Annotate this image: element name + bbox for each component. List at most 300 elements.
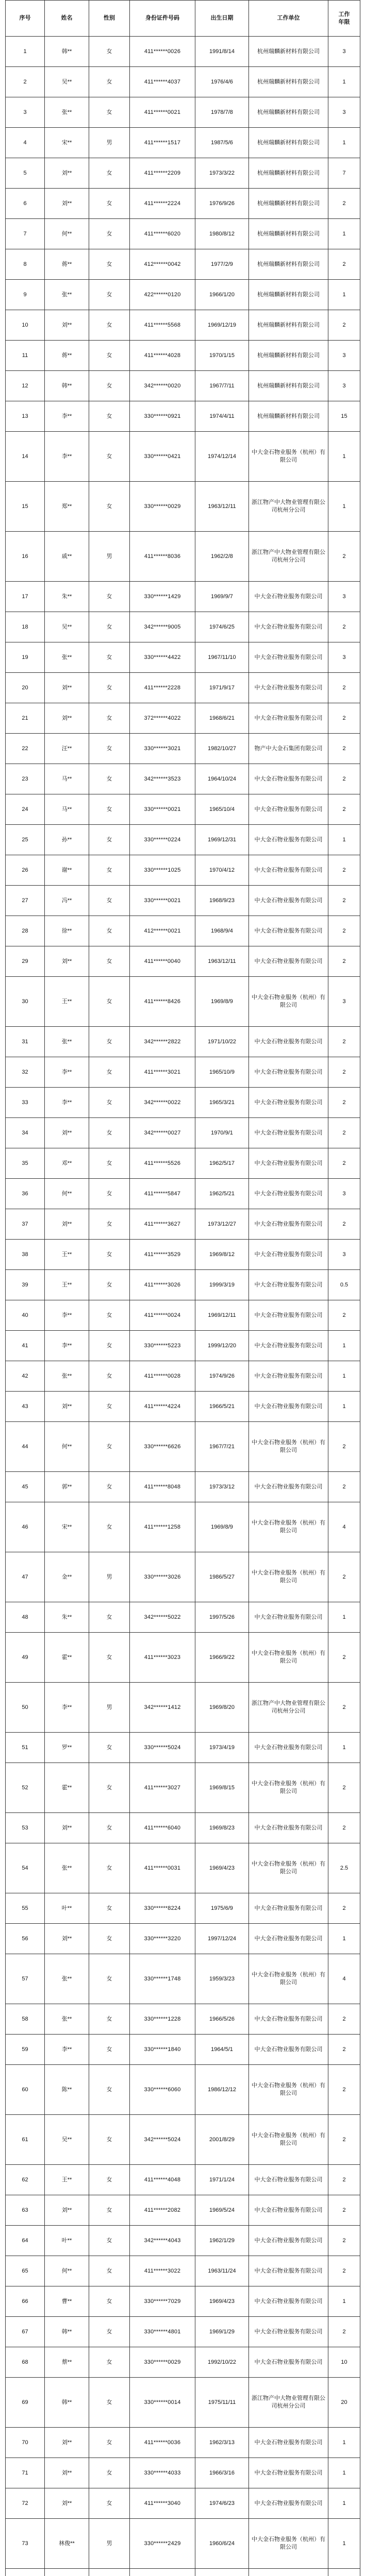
cell-gender: 女 bbox=[89, 341, 130, 371]
cell-birth-date: 1970/9/1 bbox=[195, 1118, 249, 1148]
cell-birth-date: 1973/3/12 bbox=[195, 1472, 249, 1502]
cell-name: 蔡** bbox=[45, 2347, 89, 2378]
cell-gender: 女 bbox=[89, 1209, 130, 1240]
cell-name: 戚** bbox=[45, 532, 89, 582]
cell-birth-date: 1969/8/20 bbox=[195, 1683, 249, 1733]
cell-index: 48 bbox=[6, 1602, 45, 1633]
cell-index: 4 bbox=[6, 128, 45, 158]
cell-work-unit: 中大金石物业服务（杭州）有限公司 bbox=[249, 1552, 328, 1602]
cell-work-unit: 中大金石物业服务有限公司 bbox=[249, 1893, 328, 1924]
cell-gender: 女 bbox=[89, 482, 130, 532]
cell-work-unit: 中大金石物业服务（杭州）有限公司 bbox=[249, 1633, 328, 1683]
cell-index: 59 bbox=[6, 2035, 45, 2065]
table-row bbox=[6, 2035, 360, 2065]
cell-work-unit: 中大金石物业服务（杭州）有限公司 bbox=[249, 1843, 328, 1893]
cell-birth-date: 1966/5/26 bbox=[195, 2004, 249, 2035]
cell-work-years: 20 bbox=[328, 2378, 360, 2428]
cell-work-years: 7 bbox=[328, 158, 360, 189]
table-row bbox=[6, 1148, 360, 1179]
cell-id-number: 411******3040 bbox=[130, 2488, 195, 2519]
cell-id-number: 330******0224 bbox=[130, 825, 195, 855]
cell-birth-date: 1975/6/9 bbox=[195, 1893, 249, 1924]
cell-id-number: 330******0421 bbox=[130, 432, 195, 482]
cell-id-number: 411******3022 bbox=[130, 2256, 195, 2286]
personnel-table bbox=[5, 0, 360, 2576]
cell-birth-date: 1963/12/11 bbox=[195, 946, 249, 977]
cell-work-years: 1 bbox=[328, 2488, 360, 2519]
cell-gender: 女 bbox=[89, 37, 130, 67]
cell-work-unit: 浙江物产中大物业管理有限公司杭州分公司 bbox=[249, 1683, 328, 1733]
cell-gender: 女 bbox=[89, 977, 130, 1027]
cell-name: 金** bbox=[45, 1552, 89, 1602]
cell-index: 53 bbox=[6, 1813, 45, 1843]
header-work-years bbox=[328, 1, 360, 37]
cell-work-years: 2 bbox=[328, 2065, 360, 2115]
cell-birth-date: 1971/9/17 bbox=[195, 673, 249, 703]
cell-name: 朱** bbox=[45, 1602, 89, 1633]
cell-birth-date: 1965/10/4 bbox=[195, 794, 249, 825]
cell-gender: 女 bbox=[89, 1813, 130, 1843]
cell-gender: 女 bbox=[89, 2065, 130, 2115]
table-row bbox=[6, 977, 360, 1027]
cell-name: 韩** bbox=[45, 2317, 89, 2347]
header-work-years-label: 工作年限 bbox=[338, 11, 350, 25]
cell-birth-date: 1968/9/23 bbox=[195, 886, 249, 916]
table-body bbox=[6, 37, 360, 2576]
cell-work-years: 2 bbox=[328, 249, 360, 280]
table-row bbox=[6, 794, 360, 825]
cell-work-years: 1 bbox=[328, 219, 360, 249]
cell-id-number: 342******0027 bbox=[130, 1118, 195, 1148]
table-row bbox=[6, 2115, 360, 2165]
cell-id-number: 411******1517 bbox=[130, 128, 195, 158]
cell-index: 37 bbox=[6, 1209, 45, 1240]
cell-work-unit: 中大金石物业服务有限公司 bbox=[249, 2256, 328, 2286]
cell-name: 吴** bbox=[45, 2115, 89, 2165]
cell-work-unit: 中大金石物业服务有限公司 bbox=[249, 1179, 328, 1209]
cell-gender: 女 bbox=[89, 2165, 130, 2195]
cell-work-years: 4 bbox=[328, 1954, 360, 2004]
table-row bbox=[6, 2286, 360, 2317]
cell-work-unit: 杭州瑞麟新材料有限公司 bbox=[249, 37, 328, 67]
cell-name: 郭** bbox=[45, 1472, 89, 1502]
cell-birth-date: 1967/7/11 bbox=[195, 371, 249, 401]
cell-gender: 女 bbox=[89, 1924, 130, 1954]
cell-id-number: 411******5568 bbox=[130, 310, 195, 341]
cell-name: 谢** bbox=[45, 855, 89, 886]
cell-gender: 男 bbox=[89, 532, 130, 582]
cell-work-unit bbox=[249, 2569, 328, 2576]
cell-id-number: 342******4043 bbox=[130, 2226, 195, 2256]
cell-birth-date: 1969/4/23 bbox=[195, 2286, 249, 2317]
cell-work-unit: 浙江物产中大物业管理有限公司杭州分公司 bbox=[249, 532, 328, 582]
table-row bbox=[6, 2347, 360, 2378]
cell-birth-date: 1964/5/1 bbox=[195, 2035, 249, 2065]
cell-id-number: 411******2082 bbox=[130, 2195, 195, 2226]
cell-name: 刘** bbox=[45, 2428, 89, 2458]
cell-birth-date: 1974/12/14 bbox=[195, 432, 249, 482]
cell-work-years: 1 bbox=[328, 280, 360, 310]
cell-work-unit: 中大金石物业服务（杭州）有限公司 bbox=[249, 2115, 328, 2165]
cell-gender: 女 bbox=[89, 371, 130, 401]
table-row bbox=[6, 1179, 360, 1209]
cell-index: 15 bbox=[6, 482, 45, 532]
cell-index: 45 bbox=[6, 1472, 45, 1502]
cell-id-number: 411******0021 bbox=[130, 97, 195, 128]
cell-gender: 女 bbox=[89, 1331, 130, 1361]
cell-name: 张** bbox=[45, 97, 89, 128]
cell-id-number: 372******4022 bbox=[130, 703, 195, 734]
cell-gender: 女 bbox=[89, 2347, 130, 2378]
cell-birth-date: 1973/3/22 bbox=[195, 158, 249, 189]
cell-work-years: 3 bbox=[328, 642, 360, 673]
cell-gender: 女 bbox=[89, 310, 130, 341]
table-row bbox=[6, 855, 360, 886]
cell-id-number: 411******8048 bbox=[130, 1472, 195, 1502]
header-id-number: 身份证件号码 bbox=[130, 1, 195, 37]
table-row bbox=[6, 1843, 360, 1893]
cell-work-unit: 中大金石物业服务有限公司 bbox=[249, 1733, 328, 1763]
cell-work-years: 3 bbox=[328, 37, 360, 67]
cell-work-years: 0.5 bbox=[328, 1270, 360, 1300]
cell-work-years: 2 bbox=[328, 2004, 360, 2035]
cell-id-number: 330******0921 bbox=[130, 401, 195, 432]
cell-id-number: 330******0029 bbox=[130, 482, 195, 532]
cell-work-unit: 杭州瑞麟新材料有限公司 bbox=[249, 280, 328, 310]
table-row bbox=[6, 1502, 360, 1552]
table-row bbox=[6, 2378, 360, 2428]
cell-work-unit: 中大金石物业服务（杭州）有限公司 bbox=[249, 2065, 328, 2115]
cell-work-years: 3 bbox=[328, 1240, 360, 1270]
cell-birth-date: 1986/5/27 bbox=[195, 1552, 249, 1602]
cell-index: 67 bbox=[6, 2317, 45, 2347]
cell-gender: 女 bbox=[89, 1763, 130, 1813]
cell-work-years bbox=[328, 2569, 360, 2576]
cell-index: 61 bbox=[6, 2115, 45, 2165]
table-row bbox=[6, 2165, 360, 2195]
cell-name: 冯** bbox=[45, 886, 89, 916]
cell-index: 28 bbox=[6, 916, 45, 946]
cell-work-years: 1 bbox=[328, 1602, 360, 1633]
cell-index: 30 bbox=[6, 977, 45, 1027]
cell-birth-date: 1963/12/11 bbox=[195, 482, 249, 532]
cell-name: 何** bbox=[45, 2256, 89, 2286]
cell-index: 52 bbox=[6, 1763, 45, 1813]
cell-gender: 女 bbox=[89, 249, 130, 280]
cell-work-years: 2 bbox=[328, 2195, 360, 2226]
cell-gender: 女 bbox=[89, 2035, 130, 2065]
cell-work-unit: 杭州瑞麟新材料有限公司 bbox=[249, 97, 328, 128]
cell-id-number: 411******0026 bbox=[130, 37, 195, 67]
cell-work-unit: 中大金石物业服务有限公司 bbox=[249, 642, 328, 673]
cell-id-number: 330******1025 bbox=[130, 855, 195, 886]
cell-index: 56 bbox=[6, 1924, 45, 1954]
cell-name: 刘** bbox=[45, 2488, 89, 2519]
cell-birth-date: 1969/4/23 bbox=[195, 1843, 249, 1893]
cell-birth-date: 1963/11/24 bbox=[195, 2256, 249, 2286]
cell-work-unit: 中大金石物业服务有限公司 bbox=[249, 2004, 328, 2035]
table-row bbox=[6, 946, 360, 977]
cell-id-number: 330******0021 bbox=[130, 794, 195, 825]
cell-work-years: 2 bbox=[328, 2317, 360, 2347]
cell-work-unit: 中大金石物业服务（杭州）有限公司 bbox=[249, 1502, 328, 1552]
cell-index: 44 bbox=[6, 1422, 45, 1472]
table-row bbox=[6, 2428, 360, 2458]
cell-name: 刘** bbox=[45, 1118, 89, 1148]
table-row bbox=[6, 612, 360, 642]
table-row bbox=[6, 734, 360, 764]
cell-work-unit: 杭州瑞麟新材料有限公司 bbox=[249, 128, 328, 158]
cell-gender: 女 bbox=[89, 401, 130, 432]
cell-work-years: 1 bbox=[328, 1924, 360, 1954]
cell-gender: 女 bbox=[89, 158, 130, 189]
cell-work-unit: 浙江物产中大物业管理有限公司杭州分公司 bbox=[249, 2378, 328, 2428]
table-row bbox=[6, 482, 360, 532]
cell-name: 张** bbox=[45, 1027, 89, 1057]
cell-id-number: 330******4801 bbox=[130, 2317, 195, 2347]
cell-birth-date: 1973/12/27 bbox=[195, 1209, 249, 1240]
table-row bbox=[6, 1361, 360, 1392]
cell-id-number: 330******7029 bbox=[130, 2286, 195, 2317]
cell-id-number: 411******4028 bbox=[130, 341, 195, 371]
cell-name: 张** bbox=[45, 1843, 89, 1893]
cell-index: 29 bbox=[6, 946, 45, 977]
cell-work-unit: 中大金石物业服务有限公司 bbox=[249, 855, 328, 886]
cell-gender: 女 bbox=[89, 2256, 130, 2286]
cell-index: 34 bbox=[6, 1118, 45, 1148]
table-row bbox=[6, 2317, 360, 2347]
cell-id-number: 342******2822 bbox=[130, 1027, 195, 1057]
cell-index: 36 bbox=[6, 1179, 45, 1209]
cell-work-years: 2 bbox=[328, 886, 360, 916]
cell-gender: 女 bbox=[89, 2195, 130, 2226]
cell-gender: 女 bbox=[89, 946, 130, 977]
cell-id-number: 330******3021 bbox=[130, 734, 195, 764]
cell-index: 55 bbox=[6, 1893, 45, 1924]
cell-id-number: 411******4037 bbox=[130, 67, 195, 97]
cell-work-unit: 杭州瑞麟新材料有限公司 bbox=[249, 310, 328, 341]
cell-id-number: 412******0021 bbox=[130, 916, 195, 946]
cell-name: 陈** bbox=[45, 2065, 89, 2115]
cell-work-years: 2 bbox=[328, 1552, 360, 1602]
cell-gender: 女 bbox=[89, 1422, 130, 1472]
cell-work-years: 1 bbox=[328, 825, 360, 855]
cell-gender: 女 bbox=[89, 916, 130, 946]
cell-index: 49 bbox=[6, 1633, 45, 1683]
cell-id-number: 330******3220 bbox=[130, 1924, 195, 1954]
cell-name: 刘** bbox=[45, 1813, 89, 1843]
cell-gender: 女 bbox=[89, 703, 130, 734]
cell-work-unit: 中大金石物业服务有限公司 bbox=[249, 1209, 328, 1240]
cell-work-years: 1 bbox=[328, 482, 360, 532]
cell-id-number: 422******0120 bbox=[130, 280, 195, 310]
cell-birth-date: 1986/12/12 bbox=[195, 2065, 249, 2115]
cell-name: 吴** bbox=[45, 612, 89, 642]
cell-name: 王** bbox=[45, 977, 89, 1027]
cell-gender: 女 bbox=[89, 612, 130, 642]
cell-index: 2 bbox=[6, 67, 45, 97]
cell-index: 7 bbox=[6, 219, 45, 249]
cell-work-unit: 中大金石物业服务有限公司 bbox=[249, 916, 328, 946]
cell-name: 郑** bbox=[45, 482, 89, 532]
cell-gender: 女 bbox=[89, 280, 130, 310]
cell-work-years: 3 bbox=[328, 97, 360, 128]
cell-gender bbox=[89, 2569, 130, 2576]
cell-gender: 女 bbox=[89, 1392, 130, 1422]
cell-name: 韩** bbox=[45, 2378, 89, 2428]
cell-work-years: 1 bbox=[328, 1361, 360, 1392]
cell-gender: 女 bbox=[89, 734, 130, 764]
table-row bbox=[6, 1813, 360, 1843]
cell-name: 吴** bbox=[45, 67, 89, 97]
cell-name: 何** bbox=[45, 1179, 89, 1209]
cell-gender: 女 bbox=[89, 1148, 130, 1179]
table-row bbox=[6, 1763, 360, 1813]
cell-gender: 女 bbox=[89, 1179, 130, 1209]
table-row bbox=[6, 1331, 360, 1361]
cell-work-unit: 中大金石物业服务有限公司 bbox=[249, 2428, 328, 2458]
cell-index: 57 bbox=[6, 1954, 45, 2004]
cell-work-years: 1 bbox=[328, 128, 360, 158]
cell-gender: 女 bbox=[89, 2317, 130, 2347]
cell-work-years: 2 bbox=[328, 703, 360, 734]
cell-birth-date: 1997/5/26 bbox=[195, 1602, 249, 1633]
cell-work-unit: 中大金石物业服务有限公司 bbox=[249, 1392, 328, 1422]
cell-birth-date: 1971/10/22 bbox=[195, 1027, 249, 1057]
cell-gender: 女 bbox=[89, 2378, 130, 2428]
cell-birth-date: 1970/1/15 bbox=[195, 341, 249, 371]
cell-name: 宋** bbox=[45, 1502, 89, 1552]
cell-gender: 女 bbox=[89, 1240, 130, 1270]
cell-birth-date: 1969/12/31 bbox=[195, 825, 249, 855]
cell-gender: 女 bbox=[89, 1057, 130, 1088]
cell-id-number: 411******8426 bbox=[130, 977, 195, 1027]
table-row bbox=[6, 1027, 360, 1057]
cell-birth-date: 1969/1/29 bbox=[195, 2317, 249, 2347]
cell-work-unit: 中大金石物业服务有限公司 bbox=[249, 1057, 328, 1088]
cell-birth-date: 1974/4/11 bbox=[195, 401, 249, 432]
cell-work-years: 2 bbox=[328, 1633, 360, 1683]
cell-name: 刘** bbox=[45, 1924, 89, 1954]
table-row bbox=[6, 1733, 360, 1763]
table-row bbox=[6, 1422, 360, 1472]
cell-id-number: 330******1429 bbox=[130, 582, 195, 612]
cell-work-years: 2 bbox=[328, 189, 360, 219]
cell-name: 刘** bbox=[45, 2458, 89, 2488]
cell-index: 27 bbox=[6, 886, 45, 916]
cell-birth-date: 1974/6/23 bbox=[195, 2488, 249, 2519]
cell-id-number: 411******2228 bbox=[130, 673, 195, 703]
table-row bbox=[6, 642, 360, 673]
table-row bbox=[6, 2458, 360, 2488]
table-row bbox=[6, 1633, 360, 1683]
table-row bbox=[6, 2195, 360, 2226]
cell-index: 23 bbox=[6, 764, 45, 794]
cell-name: 曹** bbox=[45, 2286, 89, 2317]
cell-birth-date: 1968/6/21 bbox=[195, 703, 249, 734]
table-row bbox=[6, 2004, 360, 2035]
cell-gender: 女 bbox=[89, 67, 130, 97]
cell-work-unit: 中大金石物业服务有限公司 bbox=[249, 2458, 328, 2488]
cell-id-number: 342******0020 bbox=[130, 371, 195, 401]
cell-index: 47 bbox=[6, 1552, 45, 1602]
cell-work-unit: 中大金石物业服务有限公司 bbox=[249, 1361, 328, 1392]
cell-work-unit: 中大金石物业服务（杭州）有限公司 bbox=[249, 1422, 328, 1472]
cell-id-number: 411******3627 bbox=[130, 1209, 195, 1240]
cell-gender: 女 bbox=[89, 1733, 130, 1763]
cell-id-number: 330******5024 bbox=[130, 1733, 195, 1763]
cell-index: 25 bbox=[6, 825, 45, 855]
cell-index: 5 bbox=[6, 158, 45, 189]
cell-birth-date: 1987/5/6 bbox=[195, 128, 249, 158]
cell-birth-date: 1967/7/21 bbox=[195, 1422, 249, 1472]
cell-birth-date: 1962/3/13 bbox=[195, 2428, 249, 2458]
table-row bbox=[6, 371, 360, 401]
cell-index: 3 bbox=[6, 97, 45, 128]
cell-work-unit: 杭州瑞麟新材料有限公司 bbox=[249, 158, 328, 189]
cell-name: 蒋** bbox=[45, 249, 89, 280]
table-row bbox=[6, 2256, 360, 2286]
cell-index bbox=[6, 2569, 45, 2576]
cell-id-number: 411******3027 bbox=[130, 1763, 195, 1813]
cell-work-years: 2 bbox=[328, 1209, 360, 1240]
cell-work-unit: 中大金石物业服务有限公司 bbox=[249, 1118, 328, 1148]
cell-work-years: 2 bbox=[328, 1893, 360, 1924]
cell-work-unit: 中大金石物业服务有限公司 bbox=[249, 1300, 328, 1331]
cell-name: 韩** bbox=[45, 371, 89, 401]
cell-id-number: 330******0021 bbox=[130, 886, 195, 916]
cell-id-number: 411******2224 bbox=[130, 189, 195, 219]
table-row bbox=[6, 189, 360, 219]
cell-name: 宋** bbox=[45, 128, 89, 158]
cell-id-number: 411******0040 bbox=[130, 946, 195, 977]
cell-birth-date: 1970/4/12 bbox=[195, 855, 249, 886]
table-row bbox=[6, 1270, 360, 1300]
cell-name: 汪** bbox=[45, 734, 89, 764]
table-row bbox=[6, 280, 360, 310]
cell-work-years: 2 bbox=[328, 532, 360, 582]
cell-work-unit: 中大金石物业服务有限公司 bbox=[249, 582, 328, 612]
table-row bbox=[6, 1118, 360, 1148]
cell-gender: 女 bbox=[89, 1027, 130, 1057]
header-work-unit: 工作单位 bbox=[249, 1, 328, 37]
cell-index: 39 bbox=[6, 1270, 45, 1300]
cell-name: 霍** bbox=[45, 1763, 89, 1813]
cell-name: 李** bbox=[45, 401, 89, 432]
cell-id-number: 330******3026 bbox=[130, 1552, 195, 1602]
cell-work-unit: 中大金石物业服务（杭州）有限公司 bbox=[249, 1954, 328, 2004]
cell-id-number: 342******1412 bbox=[130, 1683, 195, 1733]
cell-work-years: 2 bbox=[328, 1300, 360, 1331]
cell-birth-date: 1973/4/19 bbox=[195, 1733, 249, 1763]
cell-name: 刘** bbox=[45, 946, 89, 977]
cell-name: 李** bbox=[45, 432, 89, 482]
cell-work-years: 4 bbox=[328, 1502, 360, 1552]
cell-gender: 女 bbox=[89, 2458, 130, 2488]
cell-index: 63 bbox=[6, 2195, 45, 2226]
cell-name: 蒋** bbox=[45, 341, 89, 371]
cell-gender: 女 bbox=[89, 2286, 130, 2317]
cell-birth-date: 1967/11/10 bbox=[195, 642, 249, 673]
cell-name: 罗** bbox=[45, 1733, 89, 1763]
cell-work-years: 2 bbox=[328, 2226, 360, 2256]
cell-gender: 女 bbox=[89, 2115, 130, 2165]
cell-work-years: 10 bbox=[328, 2347, 360, 2378]
table-row bbox=[6, 1392, 360, 1422]
table-row bbox=[6, 673, 360, 703]
cell-id-number: 330******4033 bbox=[130, 2458, 195, 2488]
cell-name: 张** bbox=[45, 1361, 89, 1392]
